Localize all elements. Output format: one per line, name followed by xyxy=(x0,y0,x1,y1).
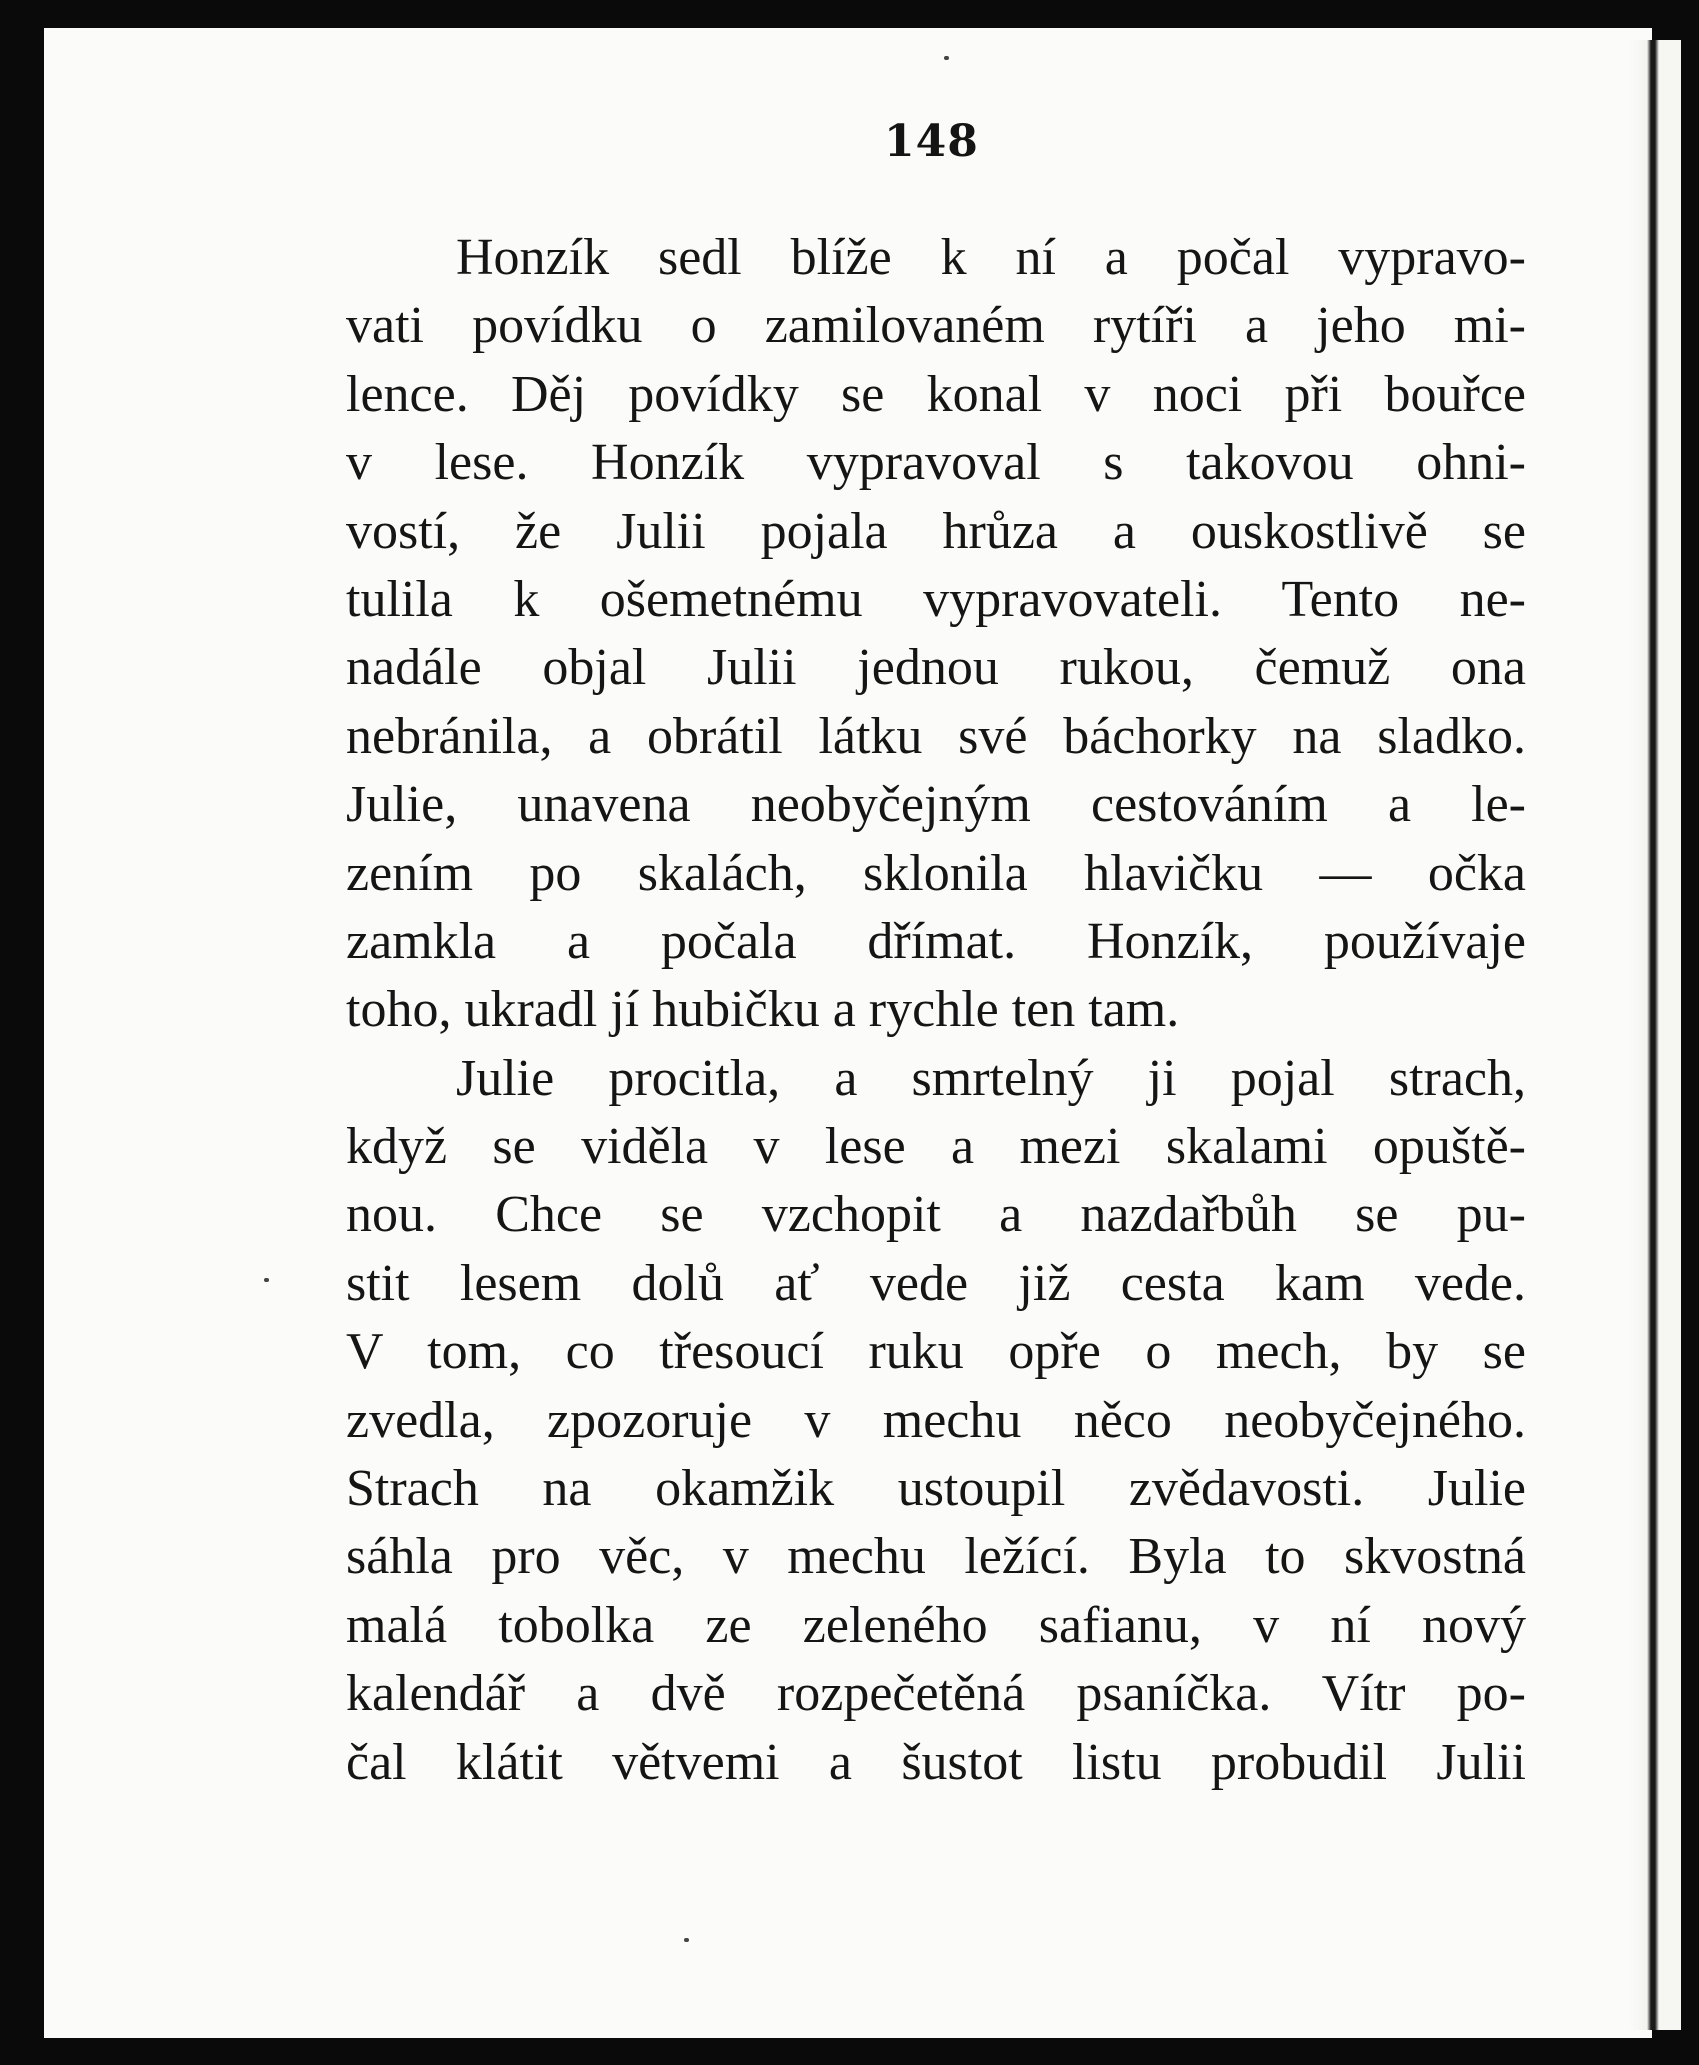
text-line: když se viděla v lese a mezi skalami opuště- xyxy=(346,1118,1526,1176)
scan-speck xyxy=(944,56,949,60)
scan-speck xyxy=(264,1278,269,1282)
text-line: Julie procitla, a smrtelný ji pojal strach, xyxy=(456,1049,1526,1107)
text-line: sáhla pro věc, v mechu ležící. Byla to skvostná xyxy=(346,1528,1526,1586)
text-line: stit lesem dolů ať vede již cesta kam vede. xyxy=(346,1254,1526,1312)
text-line: nadále objal Julii jednou rukou, čemuž ona xyxy=(346,639,1526,697)
text-line: Julie, unavena neobyčejným cestováním a le- xyxy=(346,776,1526,834)
body-text xyxy=(346,224,1526,1797)
page-binding-edge xyxy=(1629,40,1681,2030)
scan-speck xyxy=(684,1938,689,1942)
text-line: Honzík sedl blíže k ní a počal vypravo- xyxy=(456,229,1526,286)
text-line: vostí, že Julii pojala hrůza a ouskostlivě se xyxy=(346,502,1526,560)
text-line: v lese. Honzík vypravoval s takovou ohni- xyxy=(346,434,1526,492)
text-line: malá tobolka ze zeleného safianu, v ní nový xyxy=(346,1596,1526,1654)
text-line: nou. Chce se vzchopit a nazdařbůh se pu- xyxy=(346,1186,1526,1244)
text-line: zvedla, zpozoruje v mechu něco neobyčejného. xyxy=(346,1391,1526,1449)
page-number: 148 xyxy=(884,116,979,167)
book-page xyxy=(44,28,1652,2038)
text-line: V tom, co třesoucí ruku opře o mech, by se xyxy=(346,1323,1526,1381)
text-line: zením po skalách, sklonila hlavičku — očka xyxy=(346,844,1526,902)
text-line: nebránila, a obrátil látku své báchorky na sladko. xyxy=(346,707,1526,765)
text-line: lence. Děj povídky se konal v noci při bouřce xyxy=(346,365,1526,423)
text-line: toho, ukradl jí hubičku a rychle ten tam. xyxy=(346,981,1180,1039)
text-line: kalendář a dvě rozpečetěná psaníčka. Vítr po- xyxy=(346,1665,1526,1723)
text-line: vati povídku o zamilovaném rytíři a jeho mi- xyxy=(346,297,1526,355)
text-line: zamkla a počala dřímat. Honzík, používaje xyxy=(346,912,1526,970)
text-line: čal klátit větvemi a šustot listu probudil Julii xyxy=(346,1733,1526,1791)
text-line: tulila k ošemetnému vypravovateli. Tento ne- xyxy=(346,570,1526,628)
text-line: Strach na okamžik ustoupil zvědavosti. Julie xyxy=(346,1460,1526,1518)
